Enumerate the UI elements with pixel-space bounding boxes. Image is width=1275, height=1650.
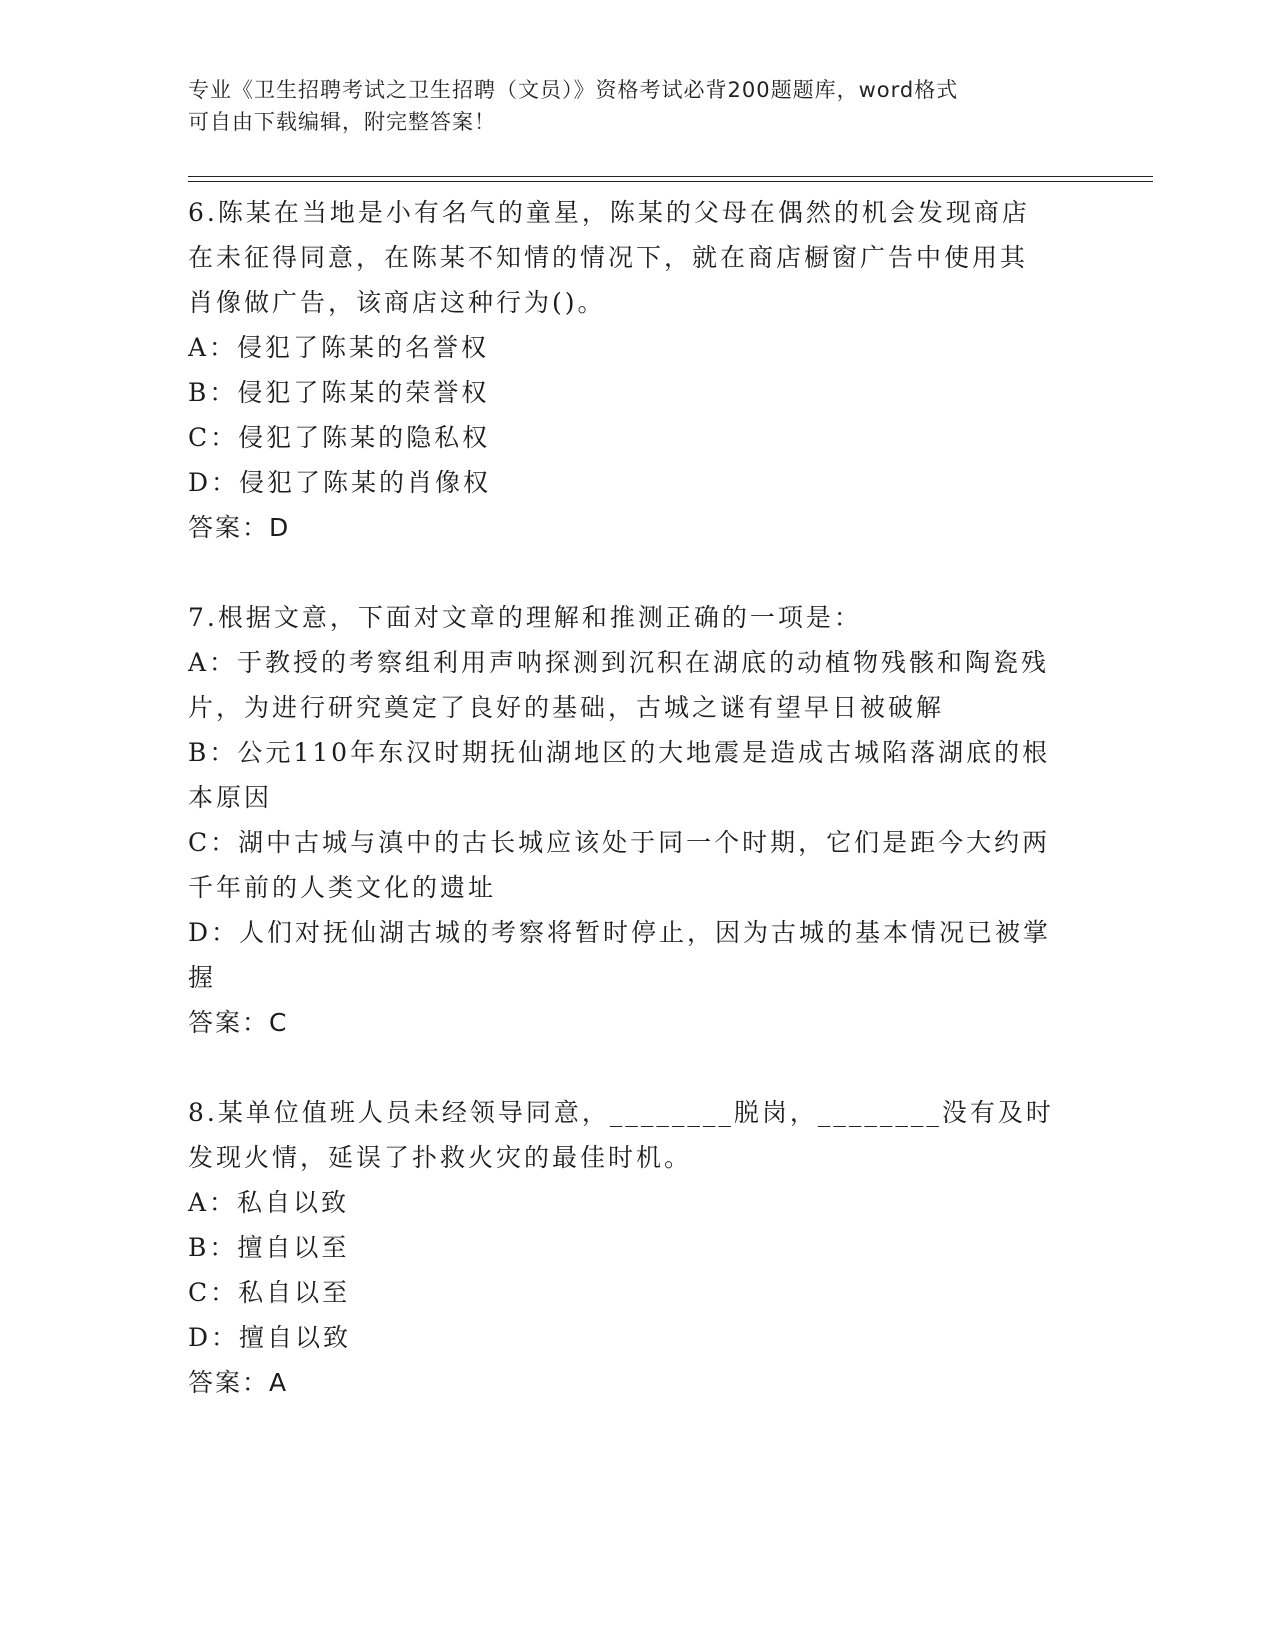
answer-line: 答案：D xyxy=(188,513,291,542)
option-d: D：侵犯了陈某的肖像权 xyxy=(188,468,492,497)
option-b: B：侵犯了陈某的荣誉权 xyxy=(188,378,490,407)
option-b-continued: 本原因 xyxy=(188,783,273,812)
option-b: B：擅自以至 xyxy=(188,1233,350,1262)
header-subtitle-line: 可自由下载编辑，附完整答案！ xyxy=(188,110,496,134)
option-a-continued: 片，为进行研究奠定了良好的基础，古城之谜有望早日被破解 xyxy=(188,693,945,722)
option-c-continued: 千年前的人类文化的遗址 xyxy=(188,873,497,902)
header-title-line: 专业《卫生招聘考试之卫生招聘（文员）》资格考试必背200题题库，word格式 xyxy=(188,78,959,102)
option-b: B：公元110年东汉时期抚仙湖地区的大地震是造成古城陷落湖底的根 xyxy=(188,738,1051,767)
question-stem-line: 在未征得同意，在陈某不知情的情况下，就在商店橱窗广告中使用其 xyxy=(188,243,1029,272)
header-divider-top xyxy=(188,176,1153,177)
option-d: D：擅自以致 xyxy=(188,1323,352,1352)
option-d: D：人们对抚仙湖古城的考察将暂时停止，因为古城的基本情况已被掌 xyxy=(188,918,1052,947)
option-a: A：侵犯了陈某的名誉权 xyxy=(188,333,490,362)
option-a: A：私自以致 xyxy=(188,1188,350,1217)
option-c: C：私自以至 xyxy=(188,1278,351,1307)
document-header xyxy=(188,74,1068,138)
question-6 xyxy=(188,190,1088,550)
question-8 xyxy=(188,1090,1088,1405)
answer-line: 答案：A xyxy=(188,1368,289,1397)
header-divider-bottom xyxy=(188,181,1153,182)
question-stem-line: 8.某单位值班人员未经领导同意，________脱岗，________没有及时 xyxy=(188,1098,1054,1127)
question-stem-line: 6.陈某在当地是小有名气的童星，陈某的父母在偶然的机会发现商店 xyxy=(188,198,1030,227)
question-stem-line: 发现火情，延误了扑救火灾的最佳时机。 xyxy=(188,1143,693,1172)
question-7 xyxy=(188,595,1088,1045)
question-stem-line: 肖像做广告，该商店这种行为()。 xyxy=(188,288,606,317)
question-stem-line: 7.根据文意，下面对文章的理解和推测正确的一项是： xyxy=(188,603,862,632)
question-list xyxy=(188,190,1088,1450)
option-d-continued: 握 xyxy=(188,963,217,992)
option-c: C：湖中古城与滇中的古长城应该处于同一个时期，它们是距今大约两 xyxy=(188,828,1051,857)
option-c: C：侵犯了陈某的隐私权 xyxy=(188,423,491,452)
answer-line: 答案：C xyxy=(188,1008,289,1037)
option-a: A：于教授的考察组利用声呐探测到沉积在湖底的动植物残骸和陶瓷残 xyxy=(188,648,1050,677)
